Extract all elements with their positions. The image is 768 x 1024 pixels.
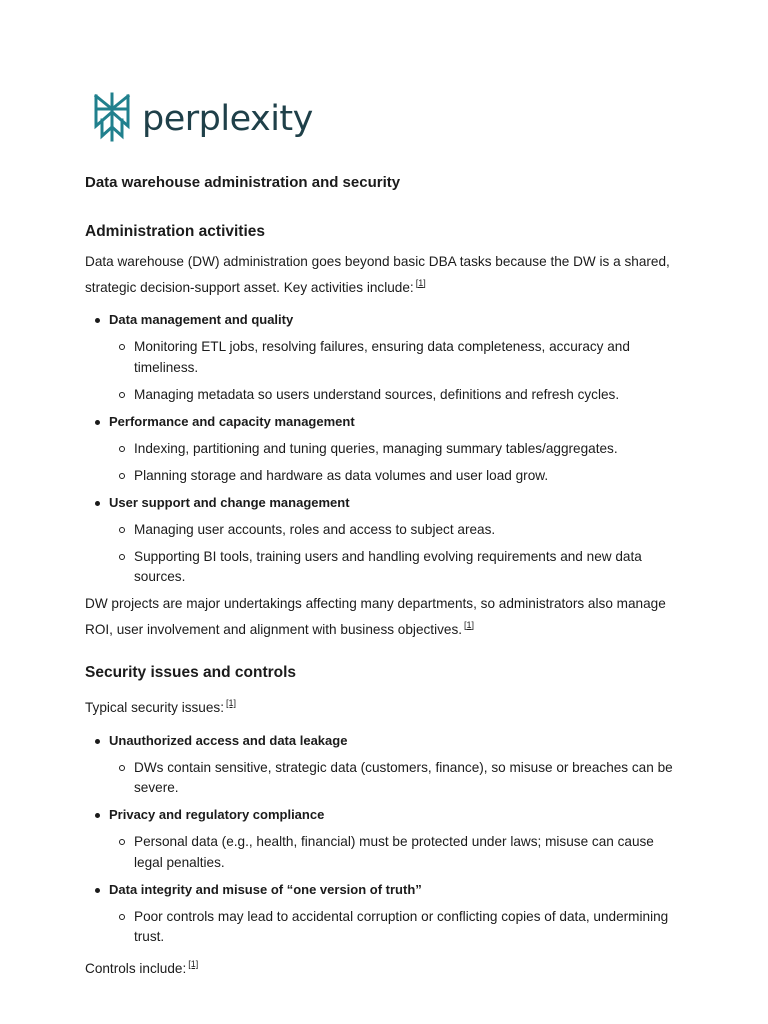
document-body xyxy=(85,168,685,980)
intro-text: Typical security issues: xyxy=(85,700,225,715)
sub-list xyxy=(109,439,685,487)
outro-text: Controls include: xyxy=(85,961,187,976)
item-heading: User support and change management xyxy=(109,494,350,510)
item-heading: Data integrity and misuse of “one version of truth” xyxy=(109,881,422,897)
sub-item: Managing metadata so users understand sources, definitions and refresh cycles. xyxy=(109,385,685,406)
citation-link[interactable]: [1] xyxy=(415,277,426,288)
citation-link[interactable]: [1] xyxy=(464,619,475,630)
sub-list xyxy=(109,907,685,948)
section-intro xyxy=(85,252,685,298)
perplexity-logo-icon xyxy=(92,92,132,147)
sub-list xyxy=(109,337,685,405)
sub-list xyxy=(109,520,685,588)
list-item xyxy=(85,310,685,405)
list-item xyxy=(85,412,685,487)
section-intro xyxy=(85,693,685,719)
item-heading: Performance and capacity management xyxy=(109,413,355,429)
item-heading: Privacy and regulatory compliance xyxy=(109,807,325,822)
sub-item: DWs contain sensitive, strategic data (customers, finance), so misuse or breaches can be severe. xyxy=(109,758,685,799)
sub-item: Indexing, partitioning and tuning queries, managing summary tables/aggregates. xyxy=(109,439,685,460)
item-heading: Unauthorized access and data leakage xyxy=(109,732,348,748)
section-outro xyxy=(85,594,685,640)
section-heading-administration: Administration activities xyxy=(85,223,266,240)
intro-text: Data warehouse (DW) administration goes beyond basic DBA tasks because the DW is a shared, strategic decision-support asset. Key activities include: xyxy=(85,254,670,295)
activity-list xyxy=(85,310,685,588)
sub-list xyxy=(109,758,685,799)
sub-list xyxy=(109,832,685,873)
list-item xyxy=(85,493,685,588)
item-heading: Data management and quality xyxy=(109,312,294,327)
section-heading-security: Security issues and controls xyxy=(85,664,297,681)
section-outro xyxy=(85,954,685,980)
brand-wordmark: perplexity xyxy=(142,99,313,139)
document-title: Data warehouse administration and security xyxy=(85,174,401,191)
list-item xyxy=(85,805,685,873)
list-item xyxy=(85,880,685,948)
citation-link[interactable]: [1] xyxy=(226,698,237,708)
security-issue-list xyxy=(85,731,685,948)
outro-text: DW projects are major undertakings affecting many departments, so administrators also manage ROI, user involvement and alignment with business objectives. xyxy=(85,596,666,637)
citation-link[interactable]: [1] xyxy=(188,959,199,969)
sub-item: Personal data (e.g., health, financial) must be protected under laws; misuse can cause legal penalties. xyxy=(109,832,685,873)
sub-item: Poor controls may lead to accidental corruption or conflicting copies of data, undermining trust. xyxy=(109,907,685,948)
sub-item: Planning storage and hardware as data volumes and user load grow. xyxy=(109,466,685,487)
list-item xyxy=(85,731,685,799)
sub-item: Managing user accounts, roles and access to subject areas. xyxy=(109,520,685,541)
brand-logo xyxy=(92,92,313,147)
sub-item: Supporting BI tools, training users and handling evolving requirements and new data sources. xyxy=(109,547,685,588)
sub-item: Monitoring ETL jobs, resolving failures, ensuring data completeness, accuracy and timeliness. xyxy=(109,337,685,378)
